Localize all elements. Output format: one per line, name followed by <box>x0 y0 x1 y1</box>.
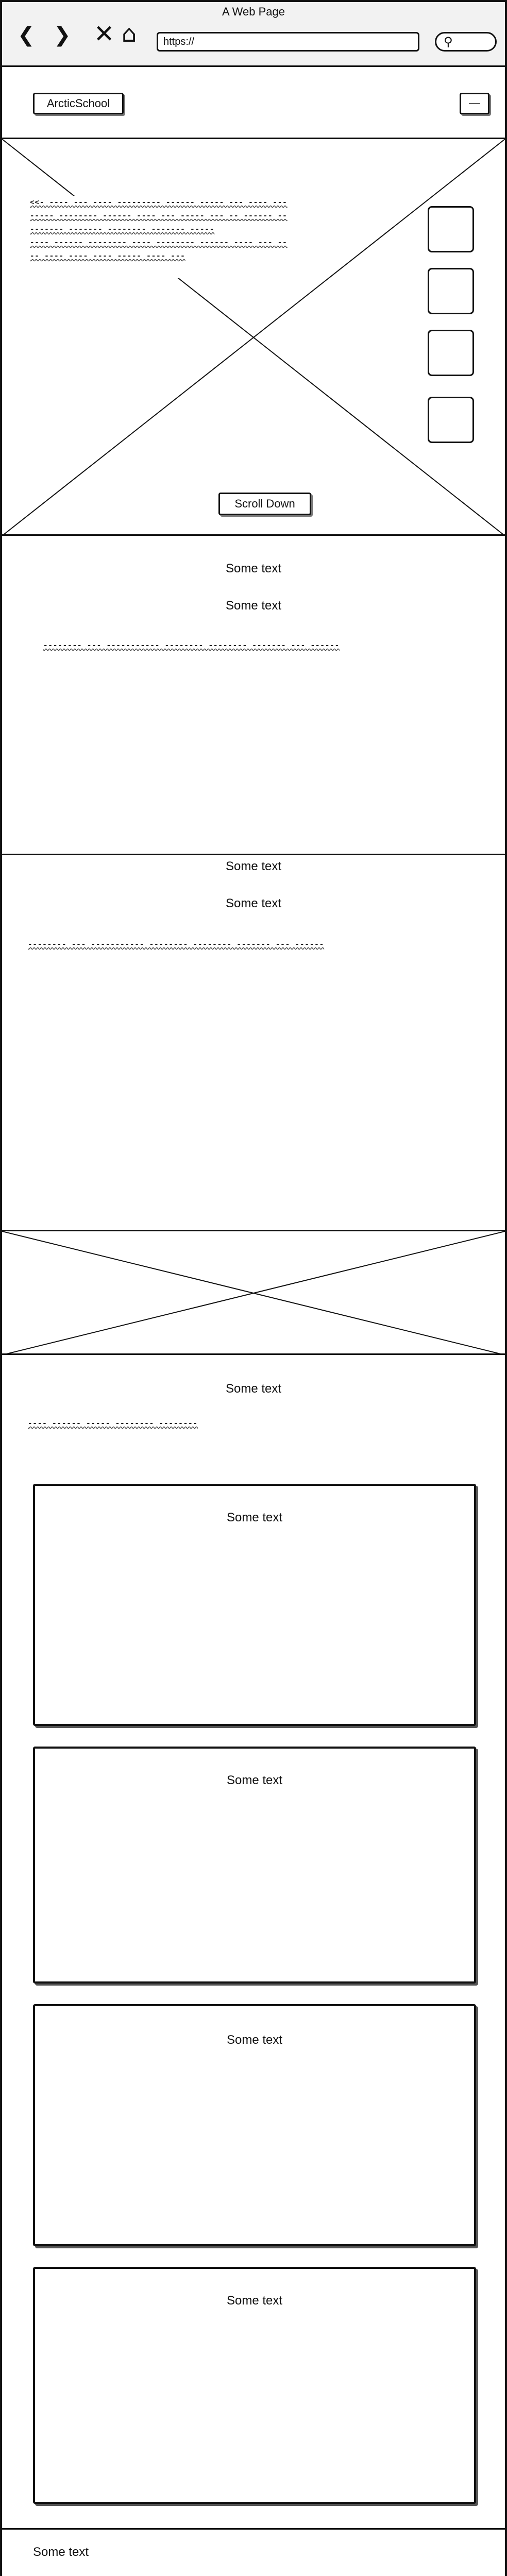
home-icon[interactable]: ⌂ <box>122 20 137 47</box>
section3-intro: ---- ------ ----- -------- -------- <box>28 1419 198 1428</box>
brand-button[interactable]: ArcticSchool <box>33 93 124 114</box>
url-text: https:// <box>163 36 195 47</box>
card <box>33 2267 476 2504</box>
card-heading: Some text <box>226 2033 283 2047</box>
hero-thumb-1[interactable] <box>428 206 474 252</box>
section1-heading: Some text <box>225 599 282 613</box>
text-section-1 <box>2 536 505 855</box>
back-icon[interactable]: ❮ <box>18 23 35 47</box>
cta-section <box>2 2530 505 2576</box>
card <box>33 1484 476 1726</box>
section1-paragraph: -------- --- ----------- -------- -------- ------- --- ------ <box>43 641 340 650</box>
hero-thumb-4[interactable] <box>428 397 474 443</box>
close-icon[interactable]: ✕ <box>94 20 115 48</box>
section3-heading: Some text <box>225 1382 282 1396</box>
banner-image-placeholder <box>2 1231 505 1355</box>
card <box>33 2004 476 2246</box>
card-heading: Some text <box>226 1511 283 1524</box>
cards-section <box>2 1355 505 2530</box>
hero-thumb-3[interactable] <box>428 330 474 376</box>
search-icon: ⚲ <box>444 35 453 49</box>
forward-icon[interactable]: ❯ <box>54 23 71 47</box>
hero-section <box>2 139 505 536</box>
banner-section <box>2 1231 505 1355</box>
section2-label: Some text <box>225 859 282 873</box>
hero-thumb-2[interactable] <box>428 268 474 314</box>
address-bar[interactable] <box>157 32 419 52</box>
cta-heading: Some text <box>33 2545 89 2559</box>
window-title: A Web Page <box>222 5 285 18</box>
card-heading: Some text <box>226 1773 283 1787</box>
text-section-2 <box>2 855 505 1231</box>
section1-label: Some text <box>225 562 282 575</box>
scroll-down-button[interactable]: Scroll Down <box>218 493 311 515</box>
section2-paragraph: -------- --- ----------- -------- -------- ------- --- ------ <box>28 940 325 948</box>
card-heading: Some text <box>226 2294 283 2308</box>
menu-button[interactable]: — <box>460 93 489 114</box>
browser-chrome <box>2 0 505 67</box>
hero-paragraph: <<- ---- --- ---- --------- ------ ----- --- ---- -------- -------- ------ ---- --- ----- --- -- ------ --------- ------- -------- ------- ----- ---- ------ -------- ---- -------- ------ ---- --- ---- ---- ---- ---- ----- ---- --- <box>30 196 288 278</box>
site-header <box>2 67 505 139</box>
search-box[interactable] <box>435 32 497 52</box>
section2-heading: Some text <box>225 896 282 910</box>
card <box>33 1747 476 1984</box>
